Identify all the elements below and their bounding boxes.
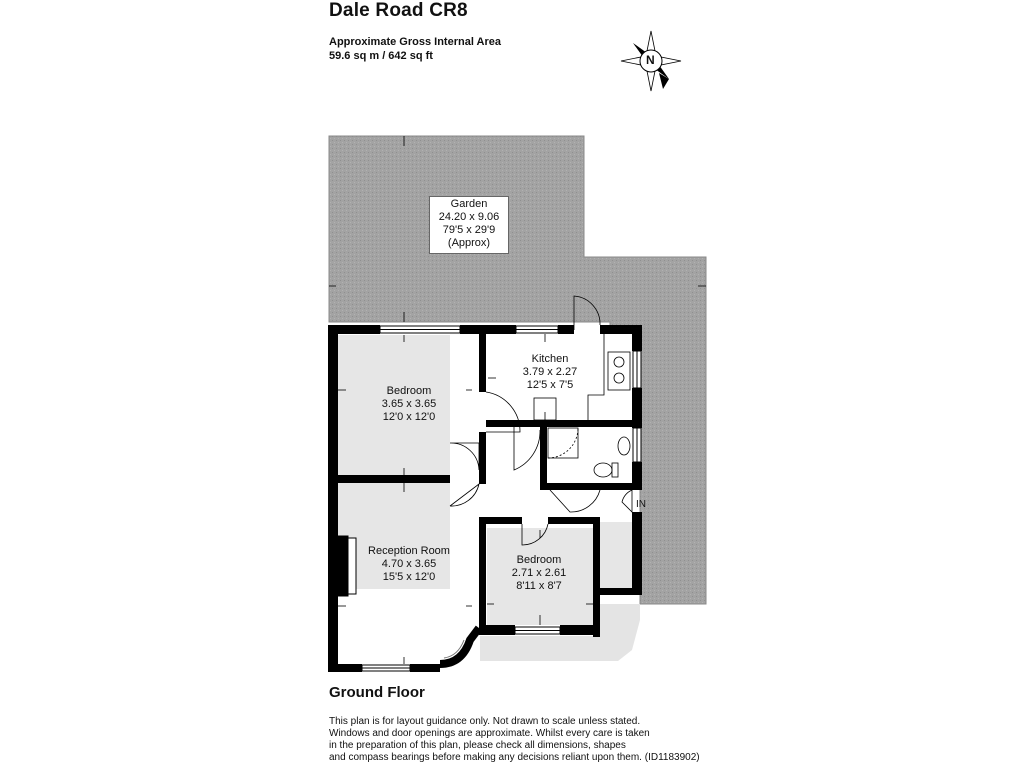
bedroom2-imperial: 8'11 x 8'7	[516, 580, 562, 592]
kitchen-label	[510, 353, 590, 392]
kitchen-imperial: 12'5 x 7'5	[526, 379, 574, 391]
bedroom2-name: Bedroom	[516, 554, 562, 566]
bedroom2-metric: 2.71 x 2.61	[511, 567, 567, 579]
bedroom1-name: Bedroom	[386, 385, 432, 397]
reception-metric: 4.70 x 3.65	[381, 558, 437, 570]
bathroom-fittings	[548, 428, 630, 477]
reception-name: Reception Room	[368, 545, 450, 557]
entrance-label: IN	[636, 499, 646, 510]
bedroom1-imperial: 12'0 x 12'0	[382, 411, 436, 423]
compass-north-letter: N	[646, 53, 655, 67]
garden-metric: 24.20 x 9.06	[438, 211, 500, 223]
reception-imperial: 15'5 x 12'0	[382, 571, 436, 583]
kitchen-name: Kitchen	[531, 353, 569, 365]
disclaimer-line: and compass bearings before making any decisions reliant upon them. (ID1183902)	[329, 752, 700, 763]
floor-label: Ground Floor	[329, 684, 425, 701]
bay-window	[440, 628, 479, 664]
page-title: Dale Road CR8	[329, 0, 468, 21]
bedroom1-label	[369, 385, 449, 424]
bedroom1-metric: 3.65 x 3.65	[381, 398, 437, 410]
disclaimer-line: Windows and door openings are approximate. Whilst every care is taken	[329, 728, 650, 739]
garden-note: (Approx)	[447, 237, 491, 249]
area-heading: Approximate Gross Internal Area	[329, 36, 501, 48]
bedroom2-label	[503, 554, 575, 593]
disclaimer-line: This plan is for layout guidance only. Not drawn to scale unless stated.	[329, 716, 641, 727]
reception-label	[359, 545, 459, 584]
garden-name: Garden	[450, 198, 488, 210]
disclaimer	[329, 716, 729, 764]
garden-imperial: 79'5 x 29'9	[442, 224, 496, 236]
garden-label	[429, 196, 509, 254]
kitchen-metric: 3.79 x 2.27	[522, 366, 578, 378]
disclaimer-line: in the preparation of this plan, please check all dimensions, shapes	[329, 740, 626, 751]
area-value: 59.6 sq m / 642 sq ft	[329, 50, 433, 62]
